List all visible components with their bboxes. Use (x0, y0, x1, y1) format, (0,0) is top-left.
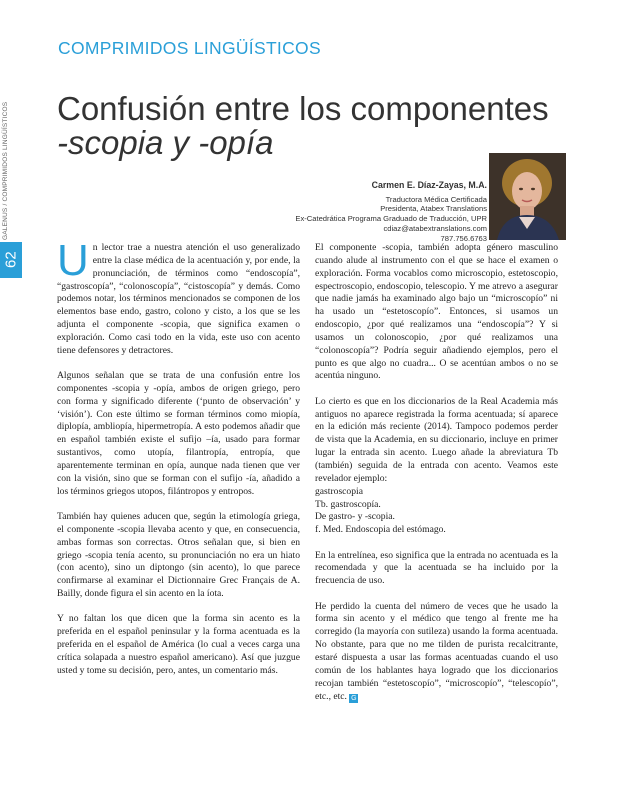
paragraph: También hay quienes aducen que, según la etimología griega, el componente -scopia llevaba acento y que, en consecuencia, ambas formas son correctas. Otros señalan que, si bien en griego -scopia tenía acento, su pronunciación no era un hiato (con acento), sino un diptongo (sin acento), lo que parece confirmarse al examinar el Dictionnaire Grec Français de A. Bailly, donde figura el sin acento en la íota. (57, 511, 300, 600)
dictionary-entry (315, 486, 558, 537)
dict-line: Tb. gastroscopía. (315, 498, 381, 510)
author-name: Carmen E. Díaz-Zayas, M.A. (371, 180, 487, 190)
section-label: COMPRIMIDOS LINGÜÍSTICOS (58, 38, 321, 58)
dict-line: De gastro- y -scopia. (315, 511, 395, 523)
page-number: 62 (2, 251, 20, 269)
paragraph: Lo cierto es que en los diccionarios de la Real Academia más antiguos no aparece registrada la forma acentuada; sí aparece en la edición más reciente (2014). Tampoco podemos perder de vista que la Academia, en su diccionario, incluye en primer lugar la entrada sin acento. Luego añade la abreviatura Tb (también) seguida de la entrada con acento. Veamos este revelador ejemplo: (315, 395, 558, 484)
end-of-article-icon: G (351, 694, 357, 702)
drop-cap: U (57, 236, 89, 285)
paragraph: He perdido la cuenta del número de veces que he usado la forma sin acento y el médico que tengo al frente me ha corregido (la mayoría con sutileza) usando la forma acentuada. No obstante, para que no me tilden de purista recalcitrante, estaré dispuesta a usar las formas acentuadas cuando el uso común de los hablantes haya logrado que los diccionarios recojan también “estetoscopío”, “microscopío”, “telescopío”, etc., etc. G (315, 600, 558, 702)
column-right (315, 242, 558, 716)
author-photo (489, 153, 566, 240)
side-running-head: GALENUS / COMPRIMIDOS LINGÜÍSTICOS (2, 101, 9, 240)
paragraph: Un lector trae a nuestra atención el uso generalizado entre la clase médica de la acentuación y, por ende, la pronunciación, de términos como “endoscopía”, “gastroscopía”, “colonoscopía”, “cistoscopía” y demás. Como podemos notar, los términos mencionados se componen de los elementos base endo, gastro, colono y cisto, a los que se les adjunta el componente -scopia, que significa examen o exploración. Como casi todo en la vida, este uso con acento tiene defensores y detractores. (57, 236, 300, 356)
dict-line: f. Med. Endoscopia del estómago. (315, 524, 446, 536)
author-block (295, 181, 487, 243)
paragraph: El componente -scopia, también adopta género masculino cuando alude al instrumento con el que se hace el examen o exploración. Forma vocablos como microscopio, estetoscopio, espectroscopio, endoscopio, telescopio. Y me atrevo a asegurar que nadie jamás ha examinado algo bajo un “microscopío” ni ha usado un “estetoscopío”. Entonces, si usamos un endoscopio, ¿por qué realizamos una “endoscopía”? Y si usamos un colonoscopio, ¿por qué realizamos una “colonoscopía”? Podría seguir añadiendo ejemplos, pero el punto es que algo no cuadra... O se acentúan ambos o no se acentúa ninguno. (315, 242, 558, 382)
title-line-2: -scopia y -opía (57, 124, 274, 161)
column-left (57, 236, 300, 690)
title-line-1: Confusión entre los componentes (57, 90, 549, 127)
paragraph: En la entrelínea, eso significa que la entrada no acentuada es la recomendada y que la acentuada se ha incluido por la frecuencia de uso. (315, 549, 558, 587)
author-phone: 787.756.6763 (440, 233, 487, 243)
paragraph: Algunos señalan que se trata de una confusión entre los componentes -scopia y -opía, ambos de origen griego, pero con forma y significado diferente (‘punto de observación’ y ‘visión’). Con este último se forman términos como miopía, diplopía, ambliopía, hipermetropía. A esto podemos añadir que en español también existe el sufijo –ía, usado para formar sustantivos, como utopía, filantropía, entropía, que aparentemente terminan en opía, aunque nada tienen que ver con la visión, sino que se forman con el sufijo -ía, añadido a los términos griegos utopos, filántropos y entropos. (57, 370, 300, 497)
paragraph: Y no faltan los que dicen que la forma sin acento es la preferida en el español peninsular y la forma acentuada es la preferida en el español de América (lo cual a veces carga una crítica solapada a nuestro español americano). Así que juzgue usted y tome su decisión, pero, antes, un comentario más. (57, 613, 300, 676)
author-line: Presidenta, Atabex Translations (380, 204, 487, 214)
article-title (57, 92, 549, 160)
author-line: Traductora Médica Certificada (385, 194, 487, 204)
dict-line: gastroscopia (315, 485, 363, 497)
author-email: cdiaz@atabextranslations.com (383, 223, 487, 233)
author-line: Ex-Catedrática Programa Graduado de Traducción, UPR (295, 214, 487, 224)
